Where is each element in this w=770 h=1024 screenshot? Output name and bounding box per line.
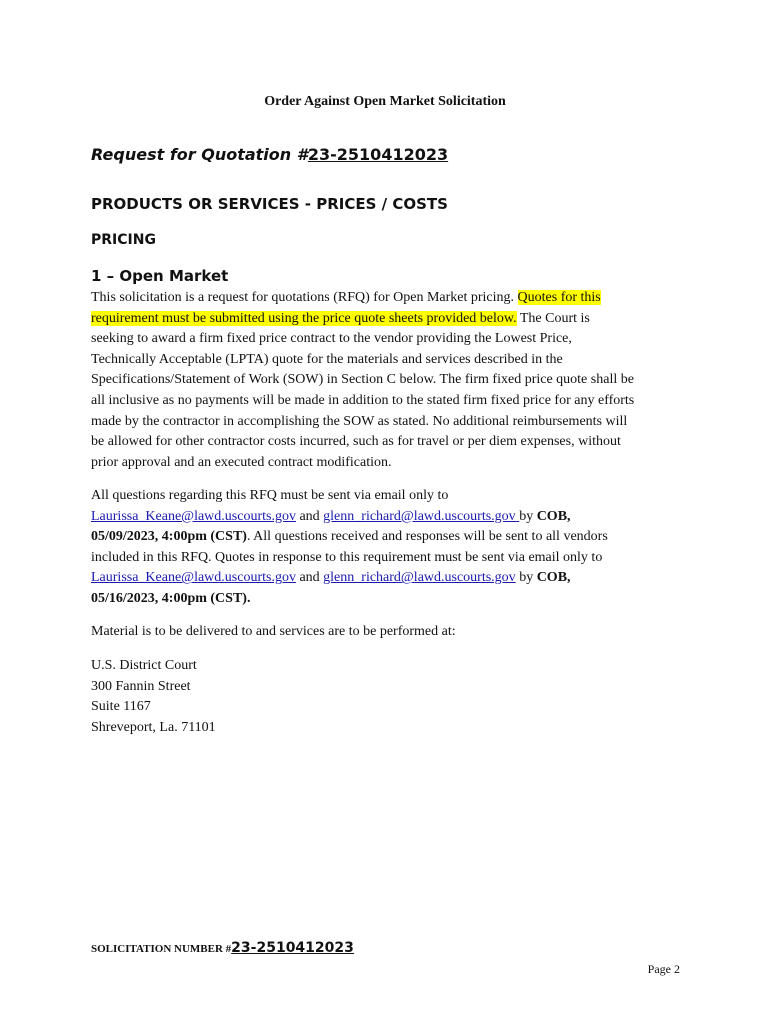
item-heading: 1 – Open Market <box>91 267 229 285</box>
para1-line7: made by the contractor in accomplishing the SOW as stated. No additional reimbursements will <box>91 413 628 429</box>
para2-line1: All questions regarding this RFQ must be sent via email only to <box>91 488 449 503</box>
para1-line4: Technically Acceptable (LPTA) quote for the materials and services described in the <box>91 351 563 367</box>
para1-line3: seeking to award a firm fixed price contract to the vendor providing the Lowest Price, <box>91 331 572 347</box>
email-link-keane[interactable]: Laurissa_Keane@lawd.uscourts.gov <box>91 570 296 586</box>
address-block <box>91 656 686 738</box>
address-line4: Shreveport, La. 71101 <box>91 719 216 735</box>
section-heading: PRODUCTS OR SERVICES - PRICES / COSTS <box>91 195 448 213</box>
address-line3: Suite 1167 <box>91 699 151 715</box>
footer-solicitation <box>91 940 354 956</box>
para1-line1: This solicitation is a request for quotations (RFQ) for Open Market pricing. <box>91 290 518 305</box>
quotes-deadline: 05/16/2023, 4:00pm (CST). <box>91 590 251 606</box>
rfq-heading <box>91 145 448 164</box>
para1-line5: Specifications/Statement of Work (SOW) in Section C below. The firm fixed price quote shall be <box>91 372 634 388</box>
address-line2: 300 Fannin Street <box>91 678 191 694</box>
rfq-label: Request for Quotation # <box>91 145 308 164</box>
para2-line4: included in this RFQ. Quotes in response to this requirement must be sent via email only to <box>91 549 603 565</box>
pricing-paragraph <box>91 288 686 473</box>
cob-text: COB, <box>536 508 571 524</box>
email-link-richard[interactable]: glenn_richard@lawd.uscourts.gov <box>323 508 520 524</box>
address-line1: U.S. District Court <box>91 658 197 673</box>
para1-line2: The Court is <box>516 310 590 326</box>
questions-paragraph <box>91 486 686 610</box>
para1-line9: prior approval and an executed contract modification. <box>91 454 392 470</box>
solicitation-label: SOLICITATION NUMBER # <box>91 943 232 955</box>
para2-line3: . All questions received and responses will be sent to all vendors <box>246 529 608 545</box>
para1-line6: all inclusive as no payments will be made in addition to the stated firm fixed price for any efforts <box>91 392 635 408</box>
delivery-paragraph <box>91 622 686 643</box>
solicitation-number: 23-2510412023 <box>231 940 354 956</box>
by-text: by <box>515 570 537 586</box>
para1-line8: be allowed for other contractor costs incurred, such as for travel or per diem expenses, without <box>91 434 621 450</box>
cob-text: COB, <box>536 570 571 586</box>
page-number: Page 2 <box>647 962 680 976</box>
by-text: by <box>519 508 537 524</box>
subsection-heading: PRICING <box>91 232 156 248</box>
highlighted-text: Quotes for this <box>517 290 601 305</box>
delivery-text: Material is to be delivered to and services are to be performed at: <box>91 624 456 639</box>
questions-deadline: 05/09/2023, 4:00pm (CST) <box>91 529 247 545</box>
document-title: Order Against Open Market Solicitation <box>264 94 506 109</box>
conjunction: and <box>295 508 324 524</box>
highlighted-text: requirement must be submitted using the price quote sheets provided below. <box>91 310 517 326</box>
email-link-keane[interactable]: Laurissa_Keane@lawd.uscourts.gov <box>91 508 296 524</box>
email-link-richard[interactable]: glenn_richard@lawd.uscourts.gov <box>323 570 516 586</box>
rfq-number: 23-2510412023 <box>307 145 449 164</box>
conjunction: and <box>295 570 324 586</box>
